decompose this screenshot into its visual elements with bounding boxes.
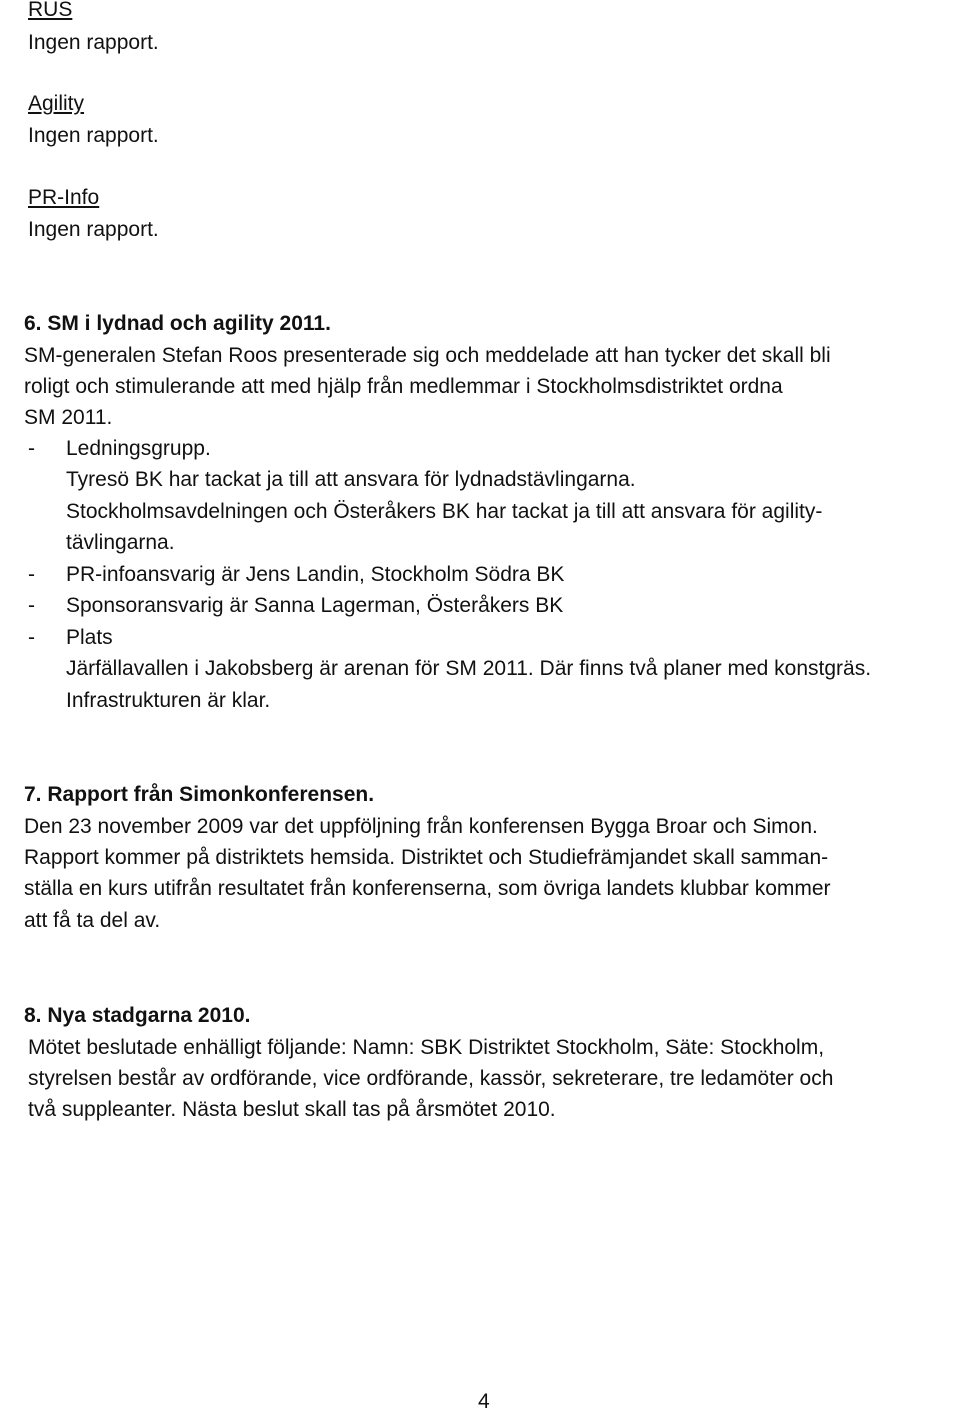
section8-line: två suppleanter. Nästa beslut skall tas på årsmötet 2010. xyxy=(28,1098,556,1121)
agility-heading: Agility xyxy=(28,92,85,115)
bullet-plats-line: Infrastrukturen är klar. xyxy=(66,689,271,712)
prinfo-text: Ingen rapport. xyxy=(28,218,159,241)
bullet-ledningsgrupp-line: tävlingarna. xyxy=(66,531,175,554)
bullet-ledningsgrupp-line: Tyresö BK har tackat ja till att ansvara för lydnadstävlingarna. xyxy=(66,468,636,491)
bullet-ledningsgrupp-title: Ledningsgrupp. xyxy=(66,437,211,460)
bullet-plats-line: Järfällavallen i Jakobsberg är arenan för SM 2011. Där finns två planer med konstgräs. xyxy=(66,657,872,680)
section6-intro-line: roligt och stimulerande att med hjälp från medlemmar i Stockholmsdistriktet ordna xyxy=(24,375,783,398)
section6-intro-line: SM-generalen Stefan Roos presenterade sig och meddelade att han tycker det skall bli xyxy=(24,344,831,367)
section6-heading: 6. SM i lydnad och agility 2011. xyxy=(24,312,331,335)
section7-line: Den 23 november 2009 var det uppföljning från konferensen Bygga Broar och Simon. xyxy=(24,815,818,838)
page-number: 4 xyxy=(478,1390,490,1413)
bullet-sponsor: Sponsoransvarig är Sanna Lagerman, Österåkers BK xyxy=(66,594,564,617)
section8-heading: 8. Nya stadgarna 2010. xyxy=(24,1004,251,1027)
bullet-dash: - xyxy=(28,437,35,460)
rus-text: Ingen rapport. xyxy=(28,31,159,54)
section8-line: Mötet beslutade enhälligt följande: Namn: SBK Distriktet Stockholm, Säte: Stockholm, xyxy=(28,1036,825,1059)
rus-heading: RUS xyxy=(28,0,73,21)
section7-line: att få ta del av. xyxy=(24,909,161,932)
section7-line: Rapport kommer på distriktets hemsida. Distriktet och Studiefrämjandet skall samman- xyxy=(24,846,829,869)
bullet-plats-title: Plats xyxy=(66,626,113,649)
bullet-dash: - xyxy=(28,563,35,586)
agility-text: Ingen rapport. xyxy=(28,124,159,147)
bullet-dash: - xyxy=(28,594,35,617)
bullet-ledningsgrupp-line: Stockholmsavdelningen och Österåkers BK har tackat ja till att ansvara för agility- xyxy=(66,500,823,523)
bullet-dash: - xyxy=(28,626,35,649)
section7-heading: 7. Rapport från Simonkonferensen. xyxy=(24,783,375,806)
section7-line: ställa en kurs utifrån resultatet från konferenserna, som övriga landets klubbar kommer xyxy=(24,877,831,900)
section6-intro-line: SM 2011. xyxy=(24,406,113,429)
section8-line: styrelsen består av ordförande, vice ordförande, kassör, sekreterare, tre ledamöter och xyxy=(28,1067,834,1090)
bullet-prinfo: PR-infoansvarig är Jens Landin, Stockholm Södra BK xyxy=(66,563,565,586)
prinfo-heading: PR-Info xyxy=(28,186,100,209)
